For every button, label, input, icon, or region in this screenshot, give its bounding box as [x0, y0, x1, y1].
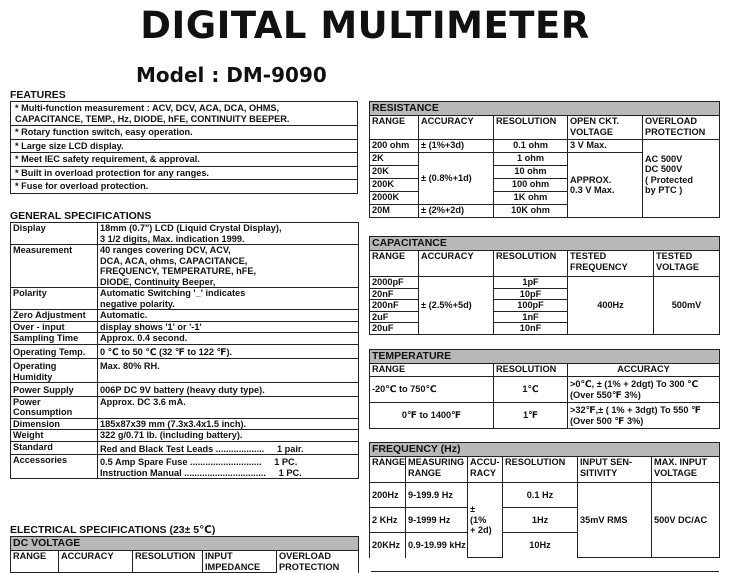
range-cell: 2 KHz [370, 508, 406, 533]
range-cell: 20uF [370, 323, 419, 335]
resolution-cell: 0.1 ohm [494, 140, 568, 153]
spec-value: 18mm (0.7") LCD (Liquid Crystal Display), 3 1/2 digits, Max. indication 1999. [98, 223, 359, 245]
dc-voltage-title: DC VOLTAGE [11, 537, 359, 551]
spec-value: display shows '1' or '-1' [98, 321, 359, 333]
range-cell: 20KHz [370, 533, 406, 558]
spec-label: Over - input [11, 321, 98, 333]
frequency-title: FREQUENCY (Hz) [370, 443, 720, 457]
temperature-section [369, 349, 720, 429]
capacitance-title: CAPACITANCE [370, 237, 720, 251]
range-cell: 20nF [370, 288, 419, 300]
column-header: MAX. INPUT VOLTAGE [652, 457, 720, 483]
spec-label: Operating Temp. [11, 344, 98, 359]
spec-label: Measurement [11, 245, 98, 288]
general-spec-table [10, 222, 359, 479]
column-header: ACCU- RACY [468, 457, 503, 483]
max-voltage-cell: 500V DC/AC [652, 483, 720, 558]
spec-label: Sampling Time [11, 333, 98, 345]
spec-value: Red and Black Test Leads ................... 1 pair. [98, 441, 359, 455]
spec-value: 006P DC 9V battery (heavy duty type). [98, 383, 359, 397]
spec-value: Automatic. [98, 310, 359, 322]
range-cell: 20M [370, 205, 419, 218]
spec-value: Automatic Switching '_' indicates negative polarity. [98, 288, 359, 310]
spec-label: Display [11, 223, 98, 245]
resolution-cell: 1K ohm [494, 192, 568, 205]
accuracy-cell: ± (2%+2d) [419, 205, 494, 218]
temperature-table [369, 349, 720, 429]
dc-voltage-table [10, 536, 359, 573]
spec-label: Standard [11, 441, 98, 455]
column-header: ACCURACY [59, 551, 133, 573]
resolution-cell: 1 ohm [494, 153, 568, 166]
column-header: TESTED VOLTAGE [654, 251, 720, 277]
spec-label: Dimension [11, 418, 98, 430]
accuracy-cell: ± (2.5%+5d) [419, 277, 494, 335]
spec-label: Weight [11, 430, 98, 442]
column-header: TESTED FREQUENCY [568, 251, 654, 277]
accuracy-cell: >0℃, ± (1% + 2dgt) To 300 ℃ (Over 550℉ 3%) [568, 377, 720, 403]
spec-label: Operating Humidity [11, 359, 98, 383]
feature-item: * Meet IEC safety requirement, & approval. [11, 153, 358, 167]
accuracy-cell: ± (1%+3d) [419, 140, 494, 153]
spec-value: 0 ℃ to 50 ℃ (32 ℉ to 122 ℉). [98, 344, 359, 359]
range-cell: -20℃ to 750℃ [370, 377, 494, 403]
general-heading: GENERAL SPECIFICATIONS [10, 210, 152, 222]
feature-item: * Large size LCD display. [11, 139, 358, 153]
column-header: RANGE [370, 116, 419, 140]
resolution-cell: 1nF [494, 311, 568, 323]
range-cell: 200nF [370, 300, 419, 312]
spec-label: Polarity [11, 288, 98, 310]
column-header: ACCURACY [419, 116, 494, 140]
frequency-cell: 400Hz [568, 277, 654, 335]
spec-label: Accessories [11, 455, 98, 479]
spec-value: Approx. 0.4 second. [98, 333, 359, 345]
resolution-cell: 1℉ [494, 403, 568, 429]
resolution-cell: 10pF [494, 288, 568, 300]
range-cell: 2uF [370, 311, 419, 323]
range-cell: 200Hz [370, 483, 406, 508]
general-section [10, 210, 359, 479]
document-title: DIGITAL MULTIMETER [140, 4, 590, 47]
column-header: ACCURACY [419, 251, 494, 277]
resolution-cell: 1Hz [503, 508, 578, 533]
column-header: RANGE [370, 457, 406, 483]
column-header: INPUT IMPEDANCE [203, 551, 277, 573]
measuring-range-cell: 9-1999 Hz [406, 508, 468, 533]
capacitance-section [369, 236, 720, 335]
column-header: RANGE [11, 551, 59, 573]
resolution-cell: 10 ohm [494, 166, 568, 179]
overload-cell: AC 500V DC 500V ( Protected by PTC ) [643, 153, 720, 218]
spec-label: Power Supply [11, 383, 98, 397]
spec-value: Max. 80% RH. [98, 359, 359, 383]
sensitivity-cell: 35mV RMS [578, 483, 652, 558]
bottom-divider [371, 571, 719, 572]
accuracy-cell: ± (1% + 2d) [468, 483, 503, 558]
open-voltage-cell: APPROX. 0.3 V Max. [568, 153, 643, 218]
spec-value: 40 ranges covering DCV, ACV, DCA, ACA, ohms, CAPACITANCE, FREQUENCY, TEMPERATURE, hFE, DIODE, Continuity Beeper, [98, 245, 359, 288]
feature-item: * Multi-function measurement : ACV, DCV, ACA, DCA, OHMS, CAPACITANCE, TEMP., Hz, DIODE, hFE, CONTINUITY BEEPER. [11, 102, 358, 126]
spec-value: 0.5 Amp Spare Fuse ............................ 1 PC. Instruction Manual ................................ 1 PC. [98, 455, 359, 479]
resistance-table [369, 101, 720, 218]
column-header: OVERLOAD PROTECTION [643, 116, 720, 140]
range-cell: 2000K [370, 192, 419, 205]
resolution-cell: 100pF [494, 300, 568, 312]
column-header: OPEN CKT. VOLTAGE [568, 116, 643, 140]
spec-label: Zero Adjustment [11, 310, 98, 322]
electrical-section [10, 524, 359, 573]
resolution-cell: 1pF [494, 277, 568, 289]
features-table [10, 101, 358, 194]
range-cell: 200K [370, 179, 419, 192]
range-cell: 200 ohm [370, 140, 419, 153]
frequency-section [369, 442, 720, 558]
column-header: ACCURACY [568, 364, 720, 377]
model-number: Model : DM-9090 [136, 63, 327, 87]
electrical-heading: ELECTRICAL SPECIFICATIONS (23± 5℃) [10, 524, 216, 536]
feature-item: * Built in overload protection for any ranges. [11, 166, 358, 180]
resolution-cell: 10K ohm [494, 205, 568, 218]
measuring-range-cell: 0.9-19.99 kHz [406, 533, 468, 558]
temperature-title: TEMPERATURE [370, 350, 720, 364]
feature-item: * Rotary function switch, easy operation. [11, 126, 358, 140]
column-header: MEASURING RANGE [406, 457, 468, 483]
column-header: RESOLUTION [494, 116, 568, 140]
voltage-cell: 500mV [654, 277, 720, 335]
capacitance-table [369, 236, 720, 335]
column-header: RANGE [370, 251, 419, 277]
spec-label: Power Consumption [11, 396, 98, 418]
column-header: INPUT SEN- SITIVITY [578, 457, 652, 483]
open-voltage-cell: 3 V Max. [568, 140, 643, 153]
resolution-cell: 10nF [494, 323, 568, 335]
resistance-title: RESISTANCE [370, 102, 720, 116]
spec-value: Approx. DC 3.6 mA. [98, 396, 359, 418]
column-header: RESOLUTION [503, 457, 578, 483]
features-heading: FEATURES [10, 89, 66, 101]
features-section [10, 89, 358, 194]
spec-value: 185x87x39 mm (7.3x3.4x1.5 inch). [98, 418, 359, 430]
column-header: RANGE [370, 364, 494, 377]
range-cell: 2000pF [370, 277, 419, 289]
range-cell: 20K [370, 166, 419, 179]
resolution-cell: 1℃ [494, 377, 568, 403]
resolution-cell: 0.1 Hz [503, 483, 578, 508]
column-header: RESOLUTION [133, 551, 203, 573]
measuring-range-cell: 9-199.9 Hz [406, 483, 468, 508]
accuracy-cell: >32℉,± ( 1% + 3dgt) To 550 ℉ (Over 500 ℉ 3%) [568, 403, 720, 429]
resolution-cell: 10Hz [503, 533, 578, 558]
range-cell: 2K [370, 153, 419, 166]
frequency-table [369, 442, 720, 558]
accuracy-cell: ± (0.8%+1d) [419, 153, 494, 205]
column-header: OVERLOAD PROTECTION [277, 551, 359, 573]
feature-item: * Fuse for overload protection. [11, 180, 358, 194]
column-header: RESOLUTION [494, 364, 568, 377]
column-header: RESOLUTION [494, 251, 568, 277]
resistance-section [369, 101, 720, 218]
spec-value: 322 g/0.71 lb. (including battery). [98, 430, 359, 442]
range-cell: 0℉ to 1400℉ [370, 403, 494, 429]
resolution-cell: 100 ohm [494, 179, 568, 192]
